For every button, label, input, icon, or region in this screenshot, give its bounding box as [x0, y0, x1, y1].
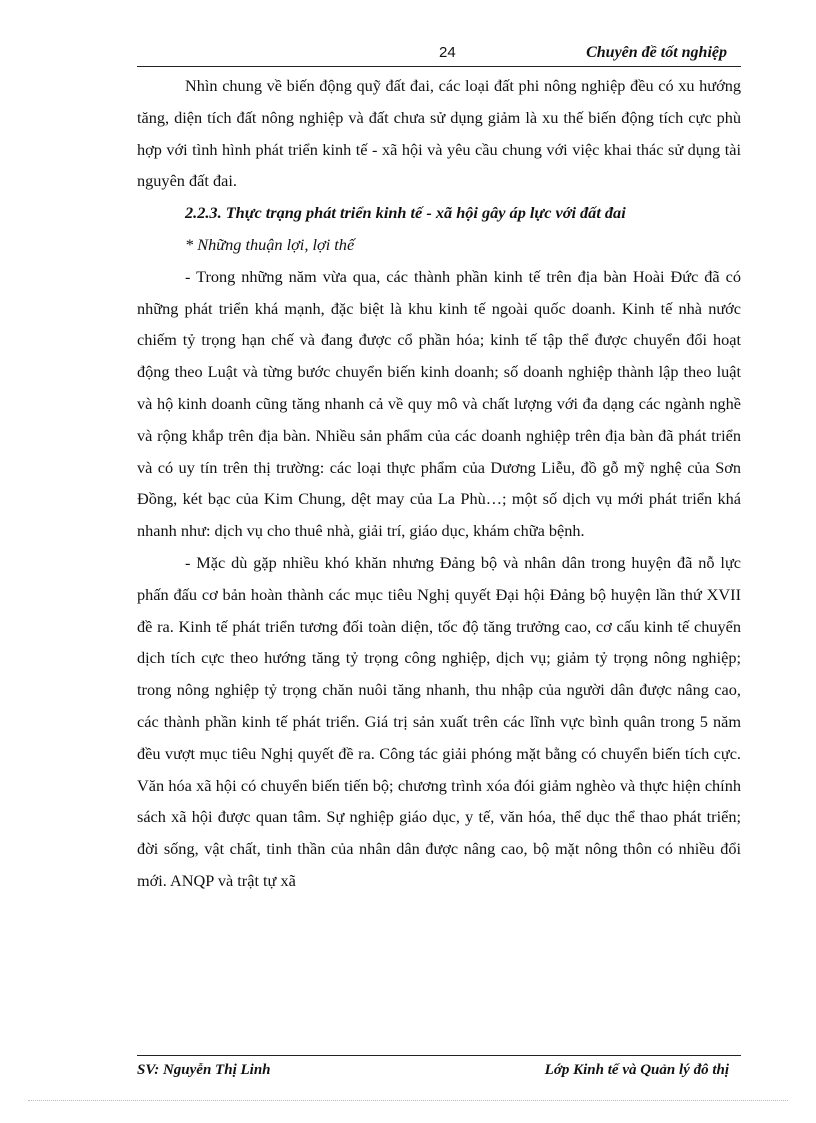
document-type: Chuyên đề tốt nghiệp [586, 44, 727, 61]
page-header [137, 42, 741, 67]
student-name: SV: Nguyễn Thị Linh [137, 1062, 271, 1078]
paragraph-economic-sectors: - Trong những năm vừa qua, các thành phần kinh tế trên địa bàn Hoài Đức đã có những phát triển khá mạnh, đặc biệt là khu kinh tế ngoài quốc doanh. Kinh tế nhà nước chiếm tỷ trọng hạn chế và đang được cổ phần hóa; kinh tế tập thể được chuyển đổi hoạt động theo Luật và từng bước chuyển biến kinh doanh; số doanh nghiệp thành lập theo luật và hộ kinh doanh cũng tăng nhanh cả về quy mô và chất lượng với đa dạng các ngành nghề và rộng khắp trên địa bàn. Nhiều sản phẩm của các doanh nghiệp trên địa bàn đã phát triển và có uy tín trên thị trường: các loại thực phẩm của Dương Liễu, đồ gỗ mỹ nghệ của Sơn Đồng, két bạc của Kim Chung, dệt may của La Phù…; một số dịch vụ mới phát triển khá nhanh như: dịch vụ cho thuê nhà, giải trí, giáo dục, khám chữa bệnh. [137, 266, 741, 541]
subheading-advantages: * Những thuận lợi, lợi thế [185, 234, 355, 254]
document-body [137, 70, 741, 897]
page-edge-divider [28, 1100, 788, 1101]
page-number: 24 [439, 44, 456, 61]
paragraph-land-change: Nhìn chung về biến động quỹ đất đai, các loại đất phi nông nghiệp đều có xu hướng tăng, diện tích đất nông nghiệp và đất chưa sử dụng giảm là xu thế biến động tích cực phù hợp với tình hình phát triển kinh tế - xã hội và yêu cầu chung với việc khai thác sử dụng tài nguyên đất đai. [137, 76, 741, 191]
paragraph-party-achievements: - Mặc dù gặp nhiều khó khăn nhưng Đảng bộ và nhân dân trong huyện đã nỗ lực phấn đấu cơ bản hoàn thành các mục tiêu Nghị quyết Đại hội Đảng bộ huyện lần thứ XVII đề ra. Kinh tế phát triển tương đối toàn diện, tốc độ tăng trưởng cao, cơ cấu kinh tế chuyển dịch tích cực theo hướng tăng tỷ trọng công nghiệp, dịch vụ; giảm tỷ trọng nông nghiệp; trong nông nghiệp tỷ trọng chăn nuôi tăng nhanh, thu nhập của người dân được nâng cao, các thành phần kinh tế phát triển. Giá trị sản xuất trên các lĩnh vực bình quân trong 5 năm đều vượt mục tiêu Nghị quyết đề ra. Công tác giải phóng mặt bằng có chuyển biến tích cực. Văn hóa xã hội có chuyển biến tiến bộ; chương trình xóa đói giảm nghèo và thực hiện chính sách xã hội được quan tâm. Sự nghiệp giáo dục, y tế, văn hóa, thể dục thể thao phát triển; đời sống, vật chất, tinh thần của nhân dân được nâng cao, bộ mặt nông thôn có nhiều đổi mới. ANQP và trật tự xã [137, 552, 741, 890]
class-name: Lớp Kinh tế và Quản lý đô thị [544, 1062, 729, 1078]
section-heading: 2.2.3. Thực trạng phát triển kinh tế - xã hội gây áp lực với đất đai [185, 203, 626, 223]
page-footer [137, 1055, 741, 1078]
